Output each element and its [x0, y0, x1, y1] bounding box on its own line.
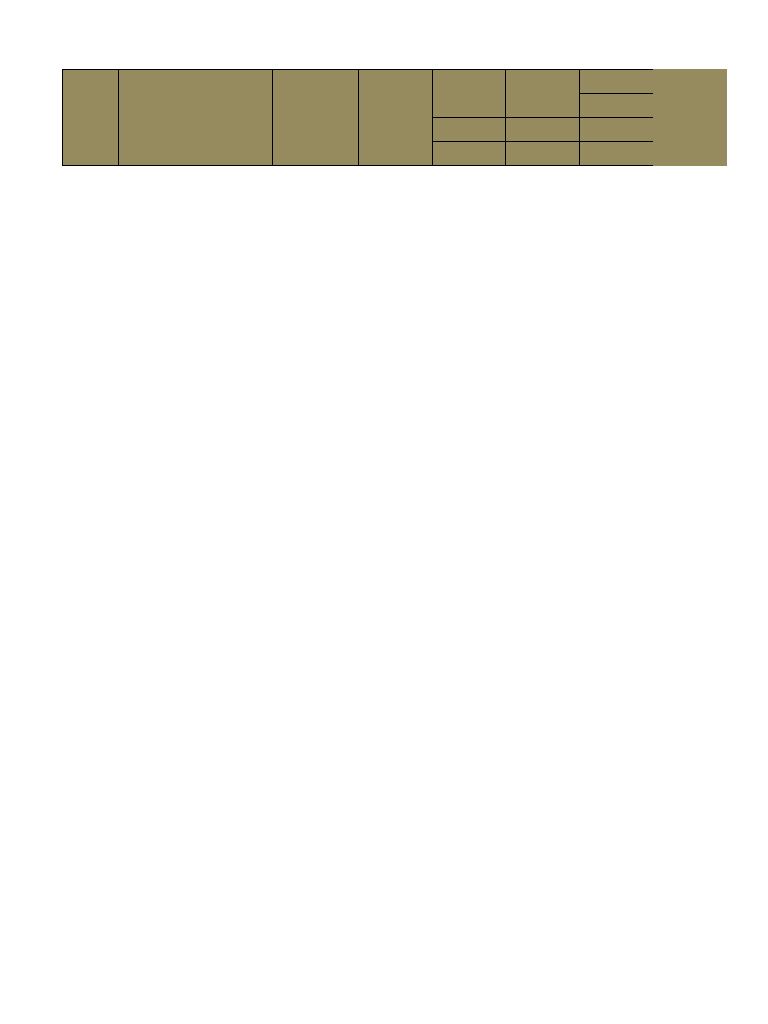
header-doc[interactable] — [358, 69, 433, 166]
header-mg[interactable] — [579, 93, 654, 118]
header-ph-unit[interactable] — [432, 141, 506, 166]
header-waktu[interactable] — [118, 69, 273, 166]
header-mg-range[interactable] — [579, 117, 654, 142]
header-sal-unit[interactable] — [505, 141, 580, 166]
header-no[interactable] — [62, 69, 119, 166]
header-extension — [653, 69, 727, 166]
header-mg-unit[interactable] — [579, 141, 654, 166]
header-kode[interactable] — [272, 69, 359, 166]
header-ph-range[interactable] — [432, 117, 506, 142]
header-mg-top[interactable] — [579, 69, 654, 94]
header-sal-range[interactable] — [505, 117, 580, 142]
header-ph[interactable] — [432, 69, 506, 118]
header-salinitas[interactable] — [505, 69, 580, 118]
